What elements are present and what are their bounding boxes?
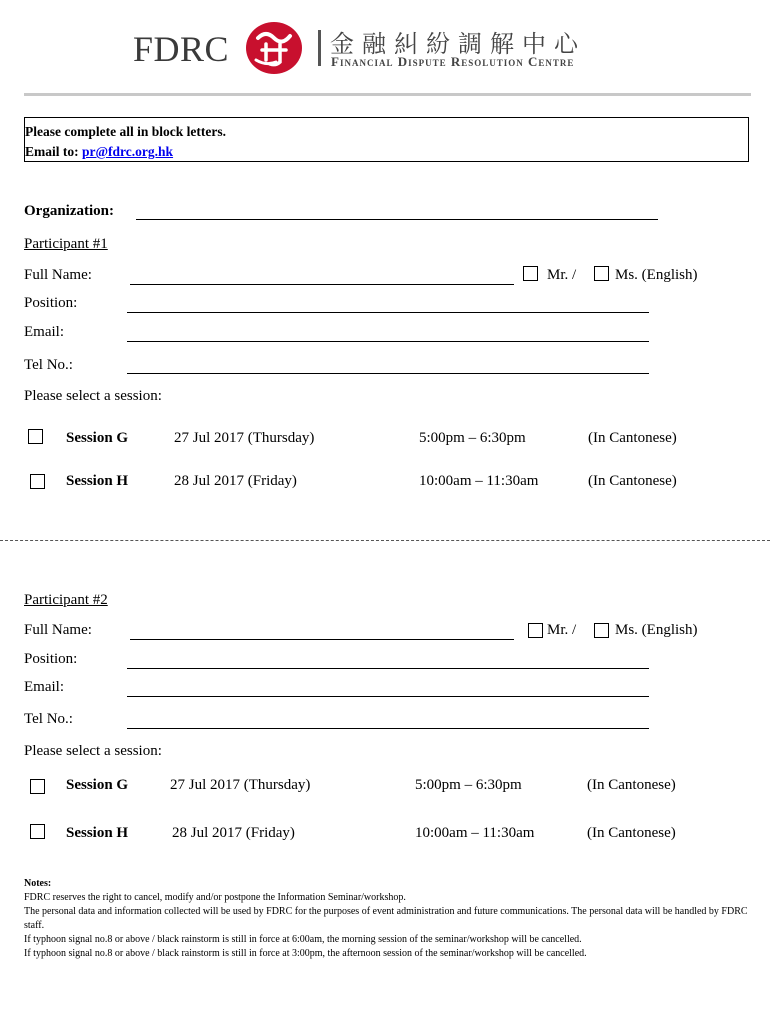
session-prompt: Please select a session: — [24, 743, 162, 759]
session-prompt: Please select a session: — [24, 388, 162, 404]
email-to-label: Email to: — [25, 144, 82, 159]
session-h-checkbox[interactable] — [30, 474, 45, 489]
session-h-checkbox[interactable] — [30, 824, 45, 839]
ms-checkbox[interactable] — [594, 623, 609, 638]
participant-1-position-field[interactable] — [127, 312, 649, 313]
note-item: If typhoon signal no.8 or above / black rainstorm is still in force at 3:00pm, the afternoon session of the seminar/workshop will be cancelled. — [24, 948, 587, 959]
organization-label: Organization: — [24, 203, 114, 219]
participant-2-tel-field[interactable] — [127, 728, 649, 729]
header-divider — [24, 93, 751, 96]
session-date: 27 Jul 2017 (Thursday) — [174, 430, 315, 446]
fdrc-seal-logo — [244, 20, 304, 76]
session-time: 10:00am – 11:30am — [419, 473, 539, 489]
instructions-line: Please complete all in block letters. — [25, 124, 226, 139]
session-g-checkbox[interactable] — [30, 779, 45, 794]
ms-checkbox[interactable] — [594, 266, 609, 281]
notes-heading: Notes: — [24, 878, 52, 889]
email-instruction — [25, 142, 748, 162]
logo-english-name: Financial Dispute Resolution Centre — [331, 54, 575, 69]
logo-chinese-name: 金融糾紛調解中心 — [330, 30, 586, 58]
session-g-checkbox[interactable] — [28, 429, 43, 444]
tel-label: Tel No.: — [24, 711, 73, 727]
session-name: Session H — [66, 473, 129, 489]
session-name: Session H — [66, 825, 129, 841]
instructions-box — [24, 117, 749, 162]
session-language: (In Cantonese) — [588, 430, 677, 446]
participant-1-full-name-field[interactable] — [130, 284, 514, 285]
email-label: Email: — [24, 324, 64, 340]
email-link[interactable]: pr@fdrc.org.hk — [82, 144, 174, 159]
session-name: Session G — [66, 777, 129, 793]
session-language: (In Cantonese) — [587, 825, 676, 841]
session-language: (In Cantonese) — [588, 473, 677, 489]
notes-section — [24, 877, 749, 961]
participant-2-position-field[interactable] — [127, 668, 649, 669]
session-time: 5:00pm – 6:30pm — [419, 430, 526, 446]
cut-line-separator — [0, 540, 770, 541]
logo-fdrc-text: FDRC — [133, 29, 230, 69]
participant-1-title: Participant #1 — [24, 236, 108, 252]
organization-field[interactable] — [136, 219, 658, 220]
email-label: Email: — [24, 679, 64, 695]
session-date: 28 Jul 2017 (Friday) — [172, 825, 295, 841]
note-item: The personal data and information collected will be used by FDRC for the purposes of event administration and future communications. The personal data will be handled by FDRC staff. — [24, 906, 748, 931]
participant-2-full-name-field[interactable] — [130, 639, 514, 640]
ms-label: Ms. (English) — [615, 622, 698, 638]
mr-checkbox[interactable] — [528, 623, 543, 638]
session-date: 28 Jul 2017 (Friday) — [174, 473, 297, 489]
participant-2-email-field[interactable] — [127, 696, 649, 697]
mr-checkbox[interactable] — [523, 266, 538, 281]
session-time: 10:00am – 11:30am — [415, 825, 535, 841]
note-item: If typhoon signal no.8 or above / black rainstorm is still in force at 6:00am, the morning session of the seminar/workshop will be cancelled. — [24, 934, 582, 945]
session-language: (In Cantonese) — [587, 777, 676, 793]
participant-1-email-field[interactable] — [127, 341, 649, 342]
position-label: Position: — [24, 651, 78, 667]
full-name-label: Full Name: — [24, 267, 92, 283]
ms-label: Ms. (English) — [615, 267, 698, 283]
position-label: Position: — [24, 295, 78, 311]
participant-1-tel-field[interactable] — [127, 373, 649, 374]
tel-label: Tel No.: — [24, 357, 73, 373]
full-name-label: Full Name: — [24, 622, 92, 638]
session-date: 27 Jul 2017 (Thursday) — [170, 777, 311, 793]
session-name: Session G — [66, 430, 129, 446]
logo-divider — [318, 30, 321, 66]
mr-label: Mr. / — [547, 622, 577, 638]
participant-2-title: Participant #2 — [24, 592, 108, 608]
session-time: 5:00pm – 6:30pm — [415, 777, 522, 793]
note-item: FDRC reserves the right to cancel, modify and/or postpone the Information Seminar/workshop. — [24, 892, 406, 903]
mr-label: Mr. / — [547, 267, 577, 283]
